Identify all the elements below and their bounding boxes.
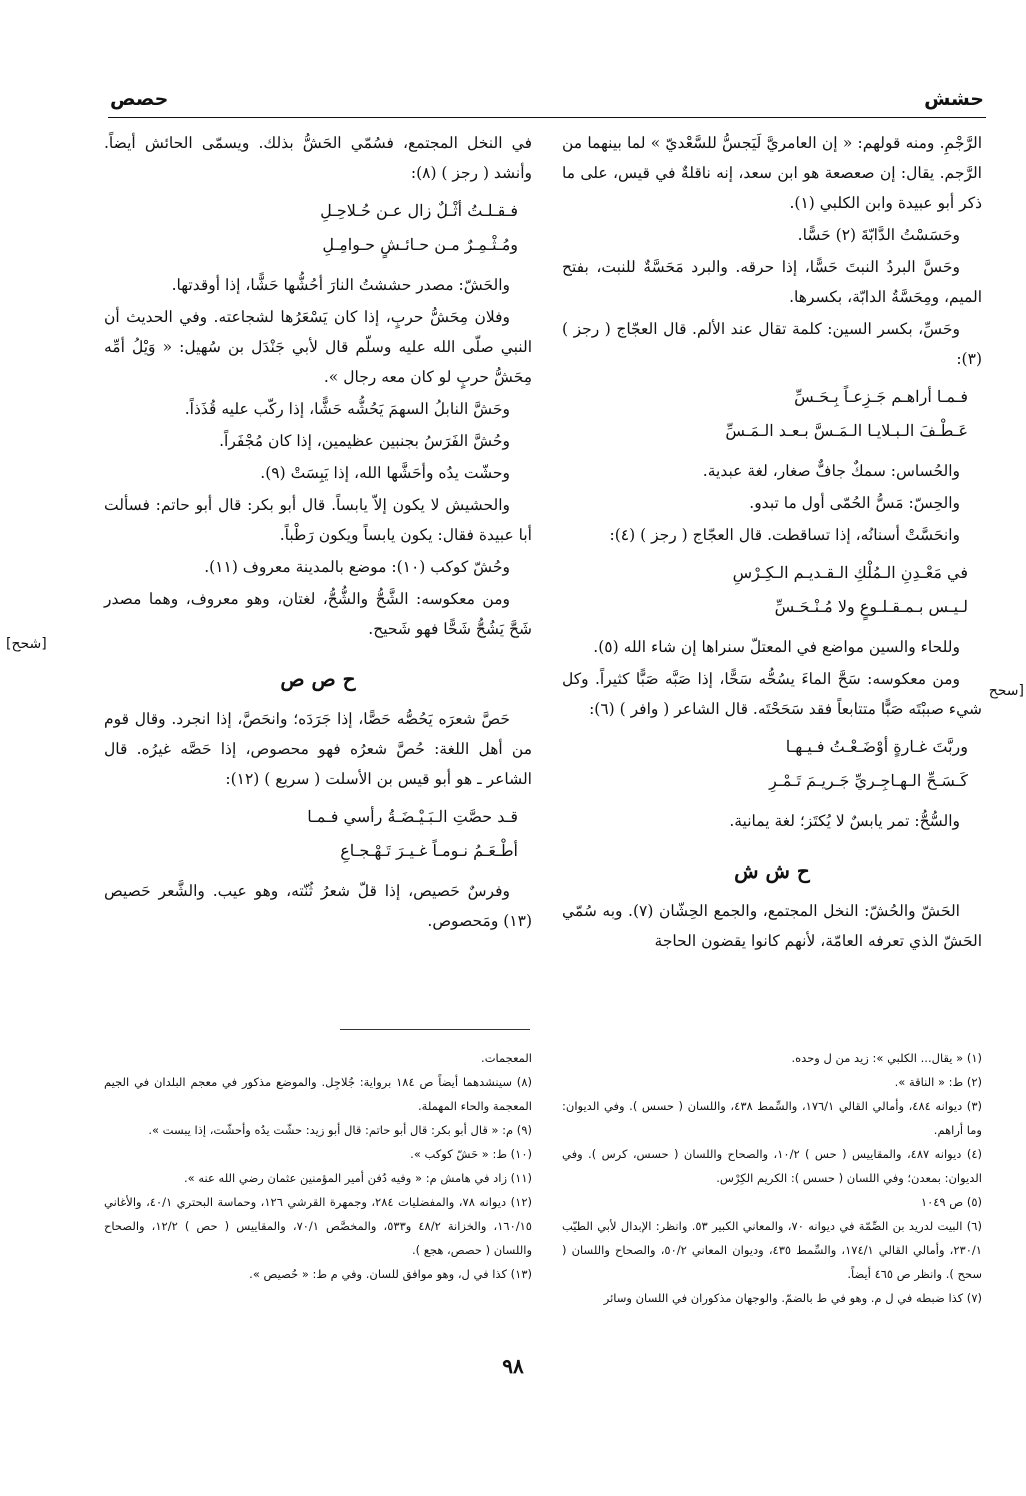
section-heading: ح ش ش <box>734 859 810 883</box>
left-column <box>104 128 532 938</box>
footnote: (٨) سينشدهما أيضاً ص ١٨٤ برواية: جُلاجِل. والموضع مذكور في معجم البلدان في الجيم المعجمة والحاء المهملة. <box>104 1075 532 1113</box>
footnote: (٢) ط: « الناقة ». <box>894 1075 982 1089</box>
paragraph: وفلان مِحَشُّ حربٍ، إذا كان يَسْعَرُها لشجاعته. وفي الحديث أن النبي صلّى الله عليه وسلّم قال لأبي جَنْدَل بن سُهيل: « وَيْلُ أمِّه مِحَشُّ حربٍ لو كان معه رجال ». <box>104 308 532 386</box>
footnote: المعجمات. <box>481 1051 532 1065</box>
footnote: (٣) ديوانه ٤٨٤، وأمالي القالي ١٧٦/١، والسِّمط ٤٣٨، واللسان ( حسس ). وفي الديوان: وما أراهم. <box>562 1099 982 1137</box>
footnote: (٧) كذا ضبطه في ل م. وهو في ط بالضمّ. والوجهان مذكوران في اللسان وسائر <box>603 1291 982 1305</box>
header-rule <box>108 117 986 118</box>
running-head-right: حشش <box>924 88 984 110</box>
footnotes-left <box>104 1046 532 1286</box>
verse-line: قـد حصَّتِ الـبَـيْـضَـةُ رأسي فـمـا <box>307 807 518 826</box>
verse-line: كَـسَـحِّ الـهـاجِـريِّ جَـريـمَ تَـمْـرِ <box>769 771 968 790</box>
margin-note-left: [شحح] <box>6 636 47 652</box>
footnote: (١) « يقال... الكلبي »: زيد من ل وحده. <box>791 1051 982 1065</box>
verse-line: لـيـس بـمـقـلـوعٍ ولا مُـنْـحَـسِّ <box>774 597 968 616</box>
footnote: (٩) م: « قال أبو بكر: قال أبو حاتم: قال أبو زيد: حشّت يدُه وأحشّت، إذا يبست ». <box>148 1123 532 1137</box>
paragraph: وحشّت يدُه وأحَشَّها الله، إذا يَبِسَتْ (٩). <box>260 464 510 482</box>
paragraph: وفرسٌ حَصيص، إذا قلّ شعرُ ثُنّته، وهو عيب. والشَّعر حَصيص (١٣) ومَحصوص. <box>104 882 532 930</box>
section-heading: ح ص ص <box>280 667 356 691</box>
paragraph: وحَسَّ البردُ النبتَ حَسًّا، إذا حرقه. والبرد مَحَسَّةٌ للنبت، بفتح الميم، ومِحَسَّةُ الدابّة، بكسرها. <box>562 258 982 306</box>
footnote-rule <box>340 1029 530 1030</box>
paragraph: والحُساس: سمكٌ جافٌّ صغار، لغة عبدية. <box>702 462 960 480</box>
paragraph: وحَشَّ النابلُ السهمَ يَحُشُّه حَشًّا، إذا ركّب عليه قُذَذاً. <box>184 400 510 418</box>
verse-line: في مَعْـدِنِ الـمُلْكِ الـقـديـم الـكِـرْسِ <box>732 563 968 582</box>
right-column <box>562 128 982 958</box>
verse-block <box>104 196 532 260</box>
verse-line: فـقـلـتُ أثْـلٌ زال عـن حُـلاحِـلِ <box>320 201 518 220</box>
paragraph: ومن معكوسه: الشَّحُّ والشُّحُّ، لغتان، وهو معروف، وهما مصدر شَحَّ يَشُحُّ شَحًّا فهو شَحيح. <box>104 590 532 638</box>
running-head-left: حصص <box>110 88 169 110</box>
paragraph: وحَسَسْتُ الدَّابّةَ (٢) حَسًّا. <box>797 226 960 244</box>
footnote: (٥) ص ١٠٤٩ <box>920 1195 982 1209</box>
paragraph: والحِسّ: مَسُّ الحُمّى أول ما تبدو. <box>749 494 960 512</box>
paragraph: والحَشّ: مصدر حششتُ النارَ أحُشُّها حَشًّا، إذا أوقدتها. <box>171 276 510 294</box>
footnote: (١٢) ديوانه ٧٨، والمفضليات ٢٨٤، وجمهرة القرشي ١٢٦، وحماسة البحتري ٤٠/١، والأغاني ١٦٠/١٥، والخزانة ٤٨/٢ و٥٣٣، والمخصَّص ٧٠/١، والمقاييس ( حص ) ١٢/٢، والصحاح واللسان ( حصص، هجع ). <box>104 1195 532 1257</box>
footnote: (٤) ديوانه ٤٨٧، والمقاييس ( حس ) ١٠/٢، والصحاح واللسان ( حسس، كرس ). وفي الديوان: بمعدن؛ وفي اللسان ( حسس ): الكريم الكِرْس. <box>562 1147 982 1185</box>
paragraph: ومن معكوسه: سَحَّ الماءَ يسُحُّه سَحًّا، إذا صَبَّه صَبًّا كثيراً. وكل شيء صببْتَه صَبًّا متتابعاً فقد سَحَحْتَه. قال الشاعر ( وافر ) (٦): <box>562 670 982 718</box>
verse-block <box>562 732 982 796</box>
footnotes-right <box>562 1046 982 1310</box>
verse-line: وربَّتَ غـارةٍ أوْضَـعْـتُ فـيـهـا <box>785 737 968 756</box>
paragraph: الحَشّ والحُشّ: النخل المجتمع، والجمع الحِشّان (٧). وبه سُمّي الحَشّ الذي تعرفه العامّة، لأنهم كانوا يقضون الحاجة <box>562 902 982 950</box>
verse-line: ومُـثْـمِـرٌ مـن حـائـشٍ حـوامِـلِ <box>322 235 518 254</box>
paragraph: وحُشّ كوكب (١٠): موضع بالمدينة معروف (١١). <box>204 558 510 576</box>
verse-block <box>104 802 532 866</box>
footnote: (٦) البيت لدريد بن الصِّمّة في ديوانه ٧٠، والمعاني الكبير ٥٣. وانظر: الإبدال لأبي الطيّب ٢٣٠/١، وأمالي القالي ١٧٤/١، والسِّمط ٤٣٥، وديوان المعاني ٥٠/٢، والصحاح واللسان ( سحح ). وانظر ص ٤٦٥ أيضاً. <box>562 1219 982 1281</box>
paragraph: في النخل المجتمع، فسُمّي الحَشُّ بذلك. ويسمّى الحائش أيضاً. وأنشد ( رجز ) (٨): <box>104 134 532 182</box>
paragraph: والحشيش لا يكون إلاّ يابساً. قال أبو بكر: قال أبو حاتم: فسألت أبا عبيدة فقال: يكون يابساً ويكون رَطْباً. <box>104 496 532 544</box>
footnote: (١١) زاد في هامش م: « وفيه دُفن أمير المؤمنين عثمان رضي الله عنه ». <box>184 1171 532 1185</box>
paragraph: وحَسِّ، بكسر السين: كلمة تقال عند الألم. قال العجّاج ( رجز ) (٣): <box>562 320 982 368</box>
paragraph: وحُشَّ الفَرَسُ بجنبين عظيمين، إذا كان مُجْفَراً. <box>219 432 510 450</box>
verse-line: أطْـعَـمُ نـومـاً غـيـرَ تَـهْـجـاعِ <box>340 841 518 860</box>
verse-line: فـمـا أراهـم جَـزِعـاً بِـحَـسِّ <box>794 387 968 406</box>
footnote: (١٣) كذا في ل، وهو موافق للسان. وفي م ط: « حُصيص ». <box>249 1267 532 1281</box>
verse-block <box>562 382 982 446</box>
paragraph: وانحَسَّتْ أسنانُه، إذا تساقطت. قال العجّاج ( رجز ) (٤): <box>609 526 960 544</box>
footnote: (١٠) ط: « حَشّ كوكب ». <box>410 1147 532 1161</box>
paragraph: حَصَّ شعرَه يَحُصُّه حَصًّا، إذا جَرَدَه؛ وانحَصَّ، إذا انجرد. وقال قوم من أهل اللغة: حُصَّ شعرُه فهو محصوص، إذا حَصَّه غيرُه. قال الشاعر ـ هو أبو قيس بن الأسلت ( سريع ) (١٢): <box>104 710 532 788</box>
paragraph: والسُّحُّ: تمر يابسٌ لا يُكتَز؛ لغة يمانية. <box>729 812 960 830</box>
paragraph: وللحاء والسين مواضع في المعتلّ سنراها إن شاء الله (٥). <box>593 638 960 656</box>
margin-note-right: [سحح <box>988 683 1024 699</box>
verse-block <box>562 558 982 622</box>
paragraph: الرَّجْمِ. ومنه قولهم: « إن العامريَّ لَيَجسُّ للسَّعْديّ » لما بينهما من الرَّجم. يقال: إن صعصعة هو ابن سعد، إنه ناقلةٌ في قيس، على ما ذكر أبو عبيدة وابن الكلبي (١). <box>562 134 982 212</box>
page-number: ٩٨ <box>502 1354 524 1378</box>
verse-line: عَـطْـفَ الـبـلايـا الـمَـسَّ بـعـد الـمَـسِّ <box>725 421 968 440</box>
